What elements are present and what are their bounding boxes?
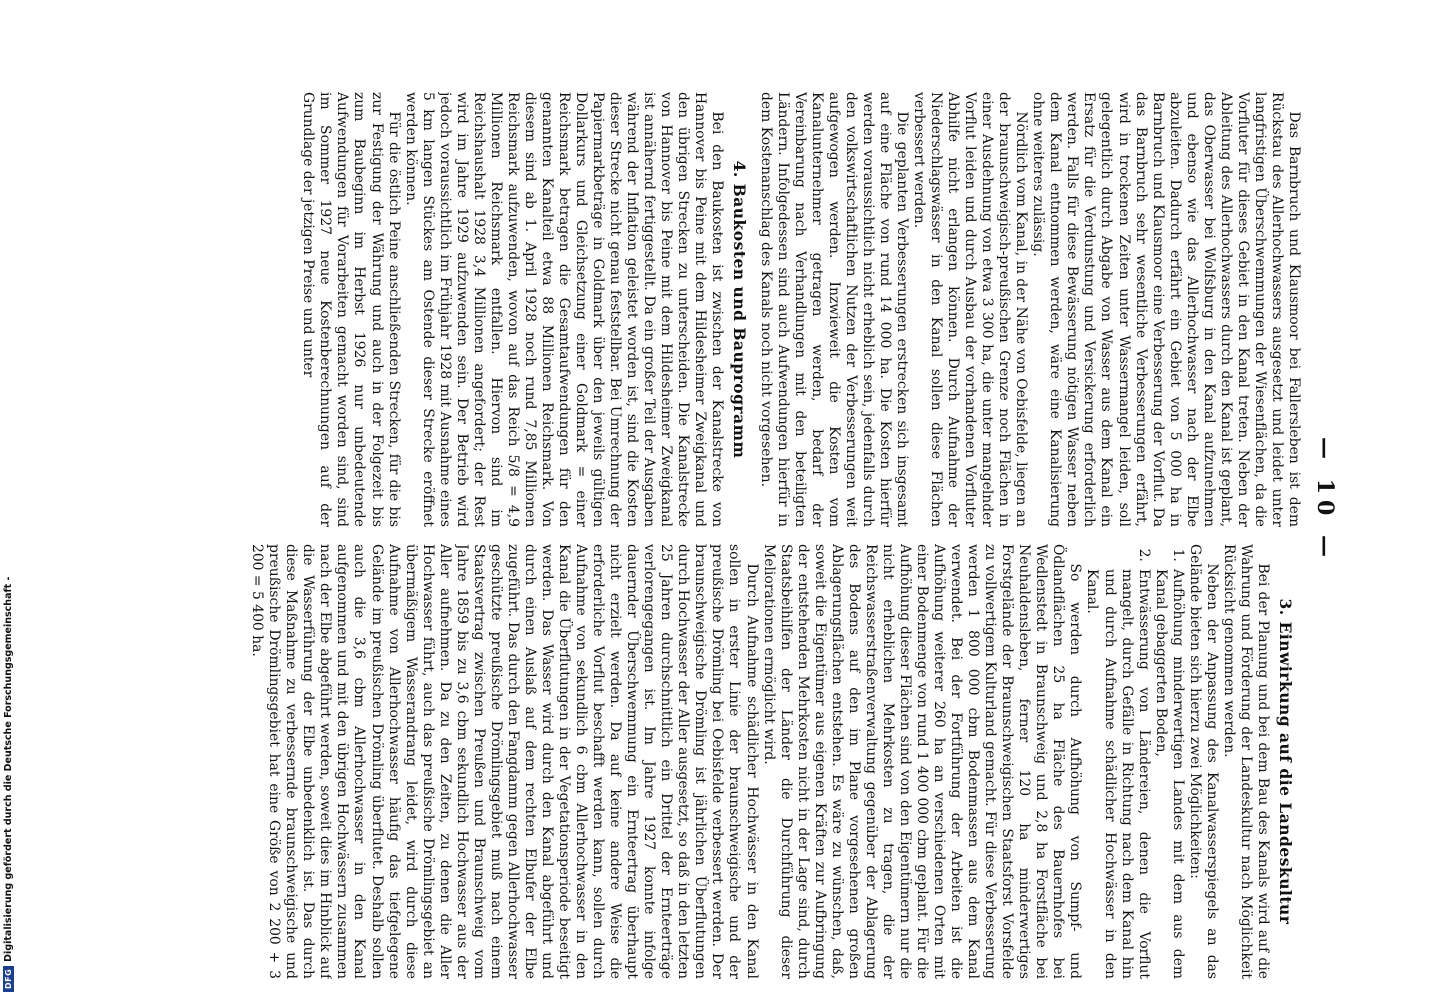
paragraph: Durch Aufnahme schädlicher Hochwässer in den Kanal sollen in erster Linie der braunschweigische und der preußische Drömling bei Oebisfelde verbessert werden. Der braunschweigische Drömling ist jährlichen Überflutungen durch Hochwasser der Aller ausgesetzt, so daß in den letzten 25 Jahren durchschnittlich ein Drittel der Ernteerträge verlorengegangen ist. Im Jahre 1927 konnte infolge dauernder Überschwemmung ein Ernteertrag überhaupt nicht erzielt werden. Da auf keine andere Weise die erforderliche Vorflut beschafft werden kann, sollen durch Aufnahme von sekundlich 6 cbm Allerhochwasser in den Kanal die Überflutungen in der Vegetationsperiode beseitigt werden. Das Wasser wird durch den Kanal abgeführt und durch einen Auslaß auf dem rechten Elbufer der Elbe zugeführt. Das durch den Fangdamm gegen Allerhochwasser geschützte preußische Drömlingsgebiet muß nach einem Staatsvertrag zwischen Preußen und Braunschweig vom Jahre 1859 bis zu 3,6 cbm sekundlich Hochwasser aus der Aller aufnehmen. Da zu den Zeiten, zu denen die Aller Hochwasser führt, auch das preußische Drömlingsgebiet an übermäßigem Wasserandrang leidet, wird durch diese Aufnahme von Allerhochwasser häufig das tiefgelegene Gelände im preußischen Drömling überflutet. Deshalb sollen auch die 3,6 cbm Allerhochwasser in den Kanal aufgenommen und mit den übrigen Hochwässern zusammen nach der Elbe abgeführt werden, soweit dies im Hinblick auf die Wasserführung der Elbe unbedenklich ist. Das durch diese Maßnahme zu verbessernde braunschweigische und preußische Drömlingsgebiet hat eine Größe von 2 200 + 3 200 = 5 400 ha.	[249, 544, 760, 979]
numbered-list	[1083, 544, 1185, 979]
paragraph: Bei den Baukosten ist zwischen der Kanalstrecke von Hannover bis Peine mit dem Hildesheimer Zweigkanal und den übrigen Strecken zu unterscheiden. Die Kanalstrecke von Hannover bis Peine mit dem Hildesheimer Zweigkanal ist annähernd fertiggestellt. Da ein großer Teil der Ausgaben während der Inflation geleistet worden ist, sind die Kosten dieser Strecke nicht genau feststellbar. Bei Umrechnung der Papiermarkbeträge in Goldmark über den jeweils gültigen Dollarkurs und Gleichsetzung einer Goldmark = einer Reichsmark betragen die Gesamtaufwendungen für den genannten Kanalteil etwa 88 Millionen Reichsmark. Von diesem sind ab 1. April 1928 noch rund 7,85 Millionen Reichsmark aufzuwenden, wovon auf das Reich 5/8 = 4,9 Millionen Reichsmark entfallen. Hiervon sind im Reichshaushalt 1928 3,4 Millionen angefordert; der Rest wird im Jahre 1929 aufzuwenden sein. Der Betrieb wird jedoch voraussichtlich im Frühjahr 1928 mit Ausnahme eines 5 km langen Stückes am Ostende dieser Strecke eröffnet werden können.	[402, 92, 726, 527]
section-heading: 4. Baukosten und Bauprogramm	[730, 160, 750, 459]
paragraph: Neben der Anpassung des Kanalwasserspiegels an das Gelände bieten sich hierzu zwei Möglichkeiten:	[1186, 544, 1220, 979]
page-number: — 10 —	[1312, 437, 1338, 563]
paragraph: Für die östlich Peine anschließenden Strecken, für die bis zur Festigung der Währung und auch in der Folgezeit bis zum Baubeginn im Herbst 1926 nur unbedeutende Aufwendungen für Vorarbeiten gemacht worden sind, sind im Sommer 1927 neue Kostenberechnungen auf der Grundlage der jetzigen Preise und unter	[300, 92, 402, 527]
right-column	[132, 544, 1302, 979]
credit-text: Digitalisierung gefördert durch die Deutsche Forschungsgemeinschaft -	[2, 576, 14, 962]
left-column	[132, 92, 1302, 527]
paragraph: So werden durch Aufhöhung von Sumpf- und Ödlandflächen 25 ha Fläche des Bauernhofes bei Wedlenstedt in Braunschweig und 2,8 ha Forstfläche bei Neuhaldensleben, ferner 120 ha minderwertiges Forstgelände der Braunschweigischen Staatsforst Vorsfelde zu vollwertigem Kulturland gemacht. Für diese Verbesserung werden 1 800 000 cbm Bodenmassen aus dem Kanal verwendet. Bei der Fortführung der Arbeiten ist die Aufhöhung weiterer 260 ha an verschiedenen Orten mit einer Bodenmenge von rund 1 400 000 cbm geplant. Für die Aufhöhung dieser Flächen sind von den Eigentümern nur die nicht erheblichen Mehrkosten zu tragen, die der Reichswasserstraßenverwaltung gegenüber der Ablagerung des Bodens auf den im Plane vorgesehenen großen Ablagerungsflächen entstehen. Es wäre zu wünschen, daß, soweit die Eigentümer aus eigenen Kräften zur Aufbringung der entstehenden Mehrkosten nicht in der Lage sind, durch Staatsbeihilfen der Länder die Durchführung dieser Meliorationen ermöglicht wird.	[760, 544, 1084, 979]
section-heading: 3. Einwirkung auf die Landeskultur	[1276, 598, 1295, 925]
dfg-logo: DFG	[3, 966, 14, 992]
list-item: 2. Entwässerung von Ländereien, denen die Vorflut mangelt, durch Gefälle in Richtung nach dem Kanal hin und durch Aufnahme schädlicher Hochwässer in den Kanal.	[1083, 566, 1151, 979]
paragraph: Die geplanten Verbesserungen erstrecken sich insgesamt auf eine Fläche von rund 14 000 ha. Die Kosten hierfür werden voraussichtlich nicht erheblich sein, jedenfalls durch den volkswirtschaftlichen Nutzen der Verbesserungen weit aufgewogen werden. Inzwieweit die Kosten vom Kanalunternehmer getragen werden, bedarf der Vereinbarung nach Verhandlungen mit den beteiligten Ländern. Infolgedessen sind auch Aufwendungen hierfür in dem Kostenanschlag des Kanals noch nicht vorgesehen.	[757, 92, 910, 527]
paragraph: Nördlich vom Kanal, in der Nähe von Oebisfelde, liegen an der braunschweigisch-preußischen Grenze noch Flächen in einer Ausdehnung von etwa 3 300 ha, die unter mangelnder Vorflut leiden und durch Ausbau der vorhandenen Vorfluter Abhilfe nicht erlangen können. Durch Aufnahme der Niederschlagswässer in den Kanal sollen diese Flächen verbessert werden.	[910, 92, 1030, 527]
list-item: 1. Aufhöhung minderwertigen Landes mit dem aus dem Kanal gebaggerten Boden,	[1152, 566, 1186, 979]
paragraph: Das Barnbruch und Klausmoor bei Fallersleben ist dem Rückstau des Allerhochwassers ausgesetzt und leidet unter langfristigen Überschwemmungen der Wiesenflächen, da die Vorfluter für dieses Gebiet in den Kanal treten. Neben der Ableitung des Allerhochwassers durch den Kanal ist geplant, das Oberwasser bei Wolfsburg in den Kanal aufzunehmen und ebenso wie das Allerhochwasser nach der Elbe abzuleiten. Dadurch erfährt ein Gebiet von 5 000 ha in Barnbruch und Klausmoor eine Verbesserung der Vorflut. Da das Barnbruch sehr wesentliche Verbesserungen erfährt, wird in trockenen Zeiten unter Wassermangel leiden, soll gelegentlich durch Abgabe von Wasser aus dem Kanal ein Ersatz für die Verdunstung und Versickerung erforderlich werden. Falls für diese Bewässerung nötigen Wasser neben dem Kanal entnommen werden, wäre eine Kanalisierung ohne weiteres zulässig.	[1030, 92, 1302, 527]
paragraph: Bei der Planung und bei dem Bau des Kanals wird auf die Wahrung und Förderung der Landeskultur nach Möglichkeit Rücksicht genommen werden.	[1220, 544, 1271, 979]
